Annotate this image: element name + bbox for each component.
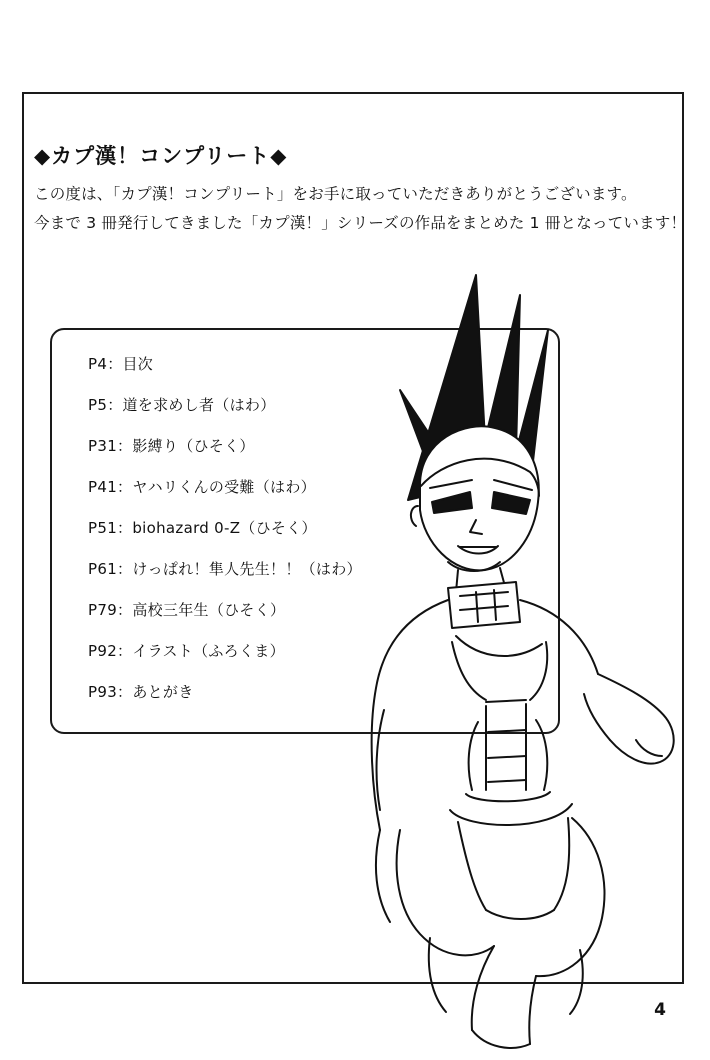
toc-entry: P61：けっぱれ！隼人先生！！（はわ） — [88, 560, 362, 578]
toc-entry: P79：高校三年生（ひそく） — [88, 601, 286, 619]
toc-entry: P51：biohazard 0-Z（ひそく） — [88, 519, 317, 537]
intro-line-2: 今まで 3 冊発行してきました「カプ漢！」シリーズの作品をまとめた 1 冊となっています！ — [34, 214, 687, 232]
toc-entry: P41：ヤハリくんの受難（はわ） — [88, 478, 316, 496]
toc-entry: P31：影縛り（ひそく） — [88, 437, 255, 455]
page-number: 4 — [654, 1000, 666, 1020]
page-title: ◆カプ漢！コンプリート◆ — [34, 144, 288, 168]
intro-paragraph — [34, 180, 687, 238]
toc-entry: P93：あとがき — [88, 683, 194, 701]
toc-list — [88, 354, 508, 723]
intro-line-1: この度は、「カプ漢！コンプリート」をお手に取っていただきありがとうございます。 — [34, 185, 637, 203]
toc-entry: P5：道を求めし者（はわ） — [88, 396, 276, 414]
toc-entry: P4：目次 — [88, 355, 154, 373]
toc-entry: P92：イラスト（ふろくま） — [88, 642, 285, 660]
